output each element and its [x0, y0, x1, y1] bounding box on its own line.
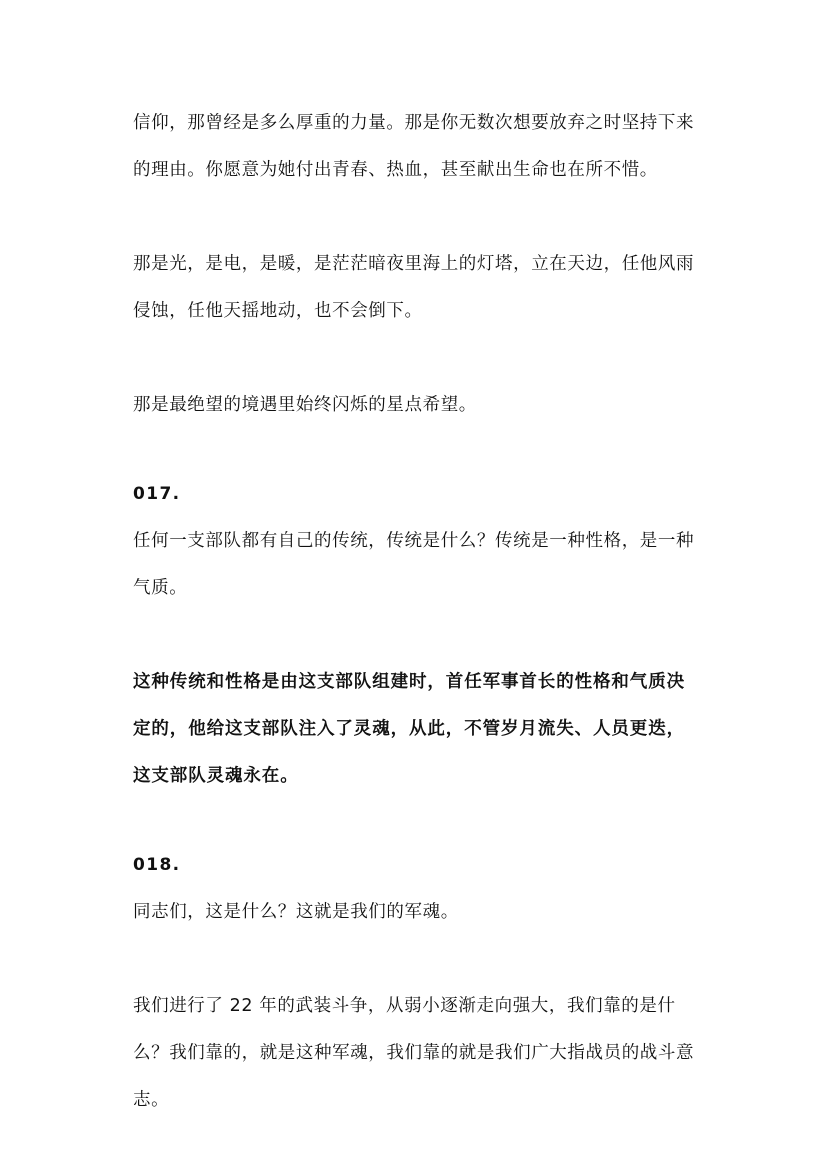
document-page: [133, 100, 698, 1124]
paragraph-gap: [133, 194, 698, 241]
paragraph-gap: [133, 335, 698, 382]
section-number-017: 017.: [133, 484, 181, 504]
paragraph-tradition: 任何一支部队都有自己的传统，传统是什么？传统是一种性格，是一种气质。: [133, 531, 695, 598]
paragraph-gap: [133, 936, 698, 983]
paragraph-army-soul: 同志们，这是什么？这就是我们的军魂。: [133, 902, 459, 922]
paragraph-faith: 信仰，那曾经是多么厚重的力量。那是你无数次想要放弃之时坚持下来的理由。你愿意为她付出青春、热血，甚至献出生命也在所不惜。: [133, 113, 695, 180]
paragraph-gap: [133, 800, 698, 842]
paragraph-lighthouse: 那是光，是电，是暖，是茫茫暗夜里海上的灯塔，立在天边，任他风雨侵蚀，任他天摇地动，也不会倒下。: [133, 254, 695, 321]
paragraph-armed-struggle: 我们进行了 22 年的武装斗争，从弱小逐渐走向强大，我们靠的是什么？我们靠的，就是这种军魂，我们靠的就是我们广大指战员的战斗意志。: [133, 996, 695, 1110]
section-number-018: 018.: [133, 855, 181, 875]
paragraph-hope: 那是最绝望的境遇里始终闪烁的星点希望。: [133, 395, 477, 415]
paragraph-tradition-bold: 这种传统和性格是由这支部队组建时，首任军事首长的性格和气质决定的，他给这支部队注入了灵魂，从此，不管岁月流失、人员更迭，这支部队灵魂永在。: [133, 672, 685, 786]
paragraph-gap: [133, 612, 698, 659]
paragraph-gap: [133, 429, 698, 471]
